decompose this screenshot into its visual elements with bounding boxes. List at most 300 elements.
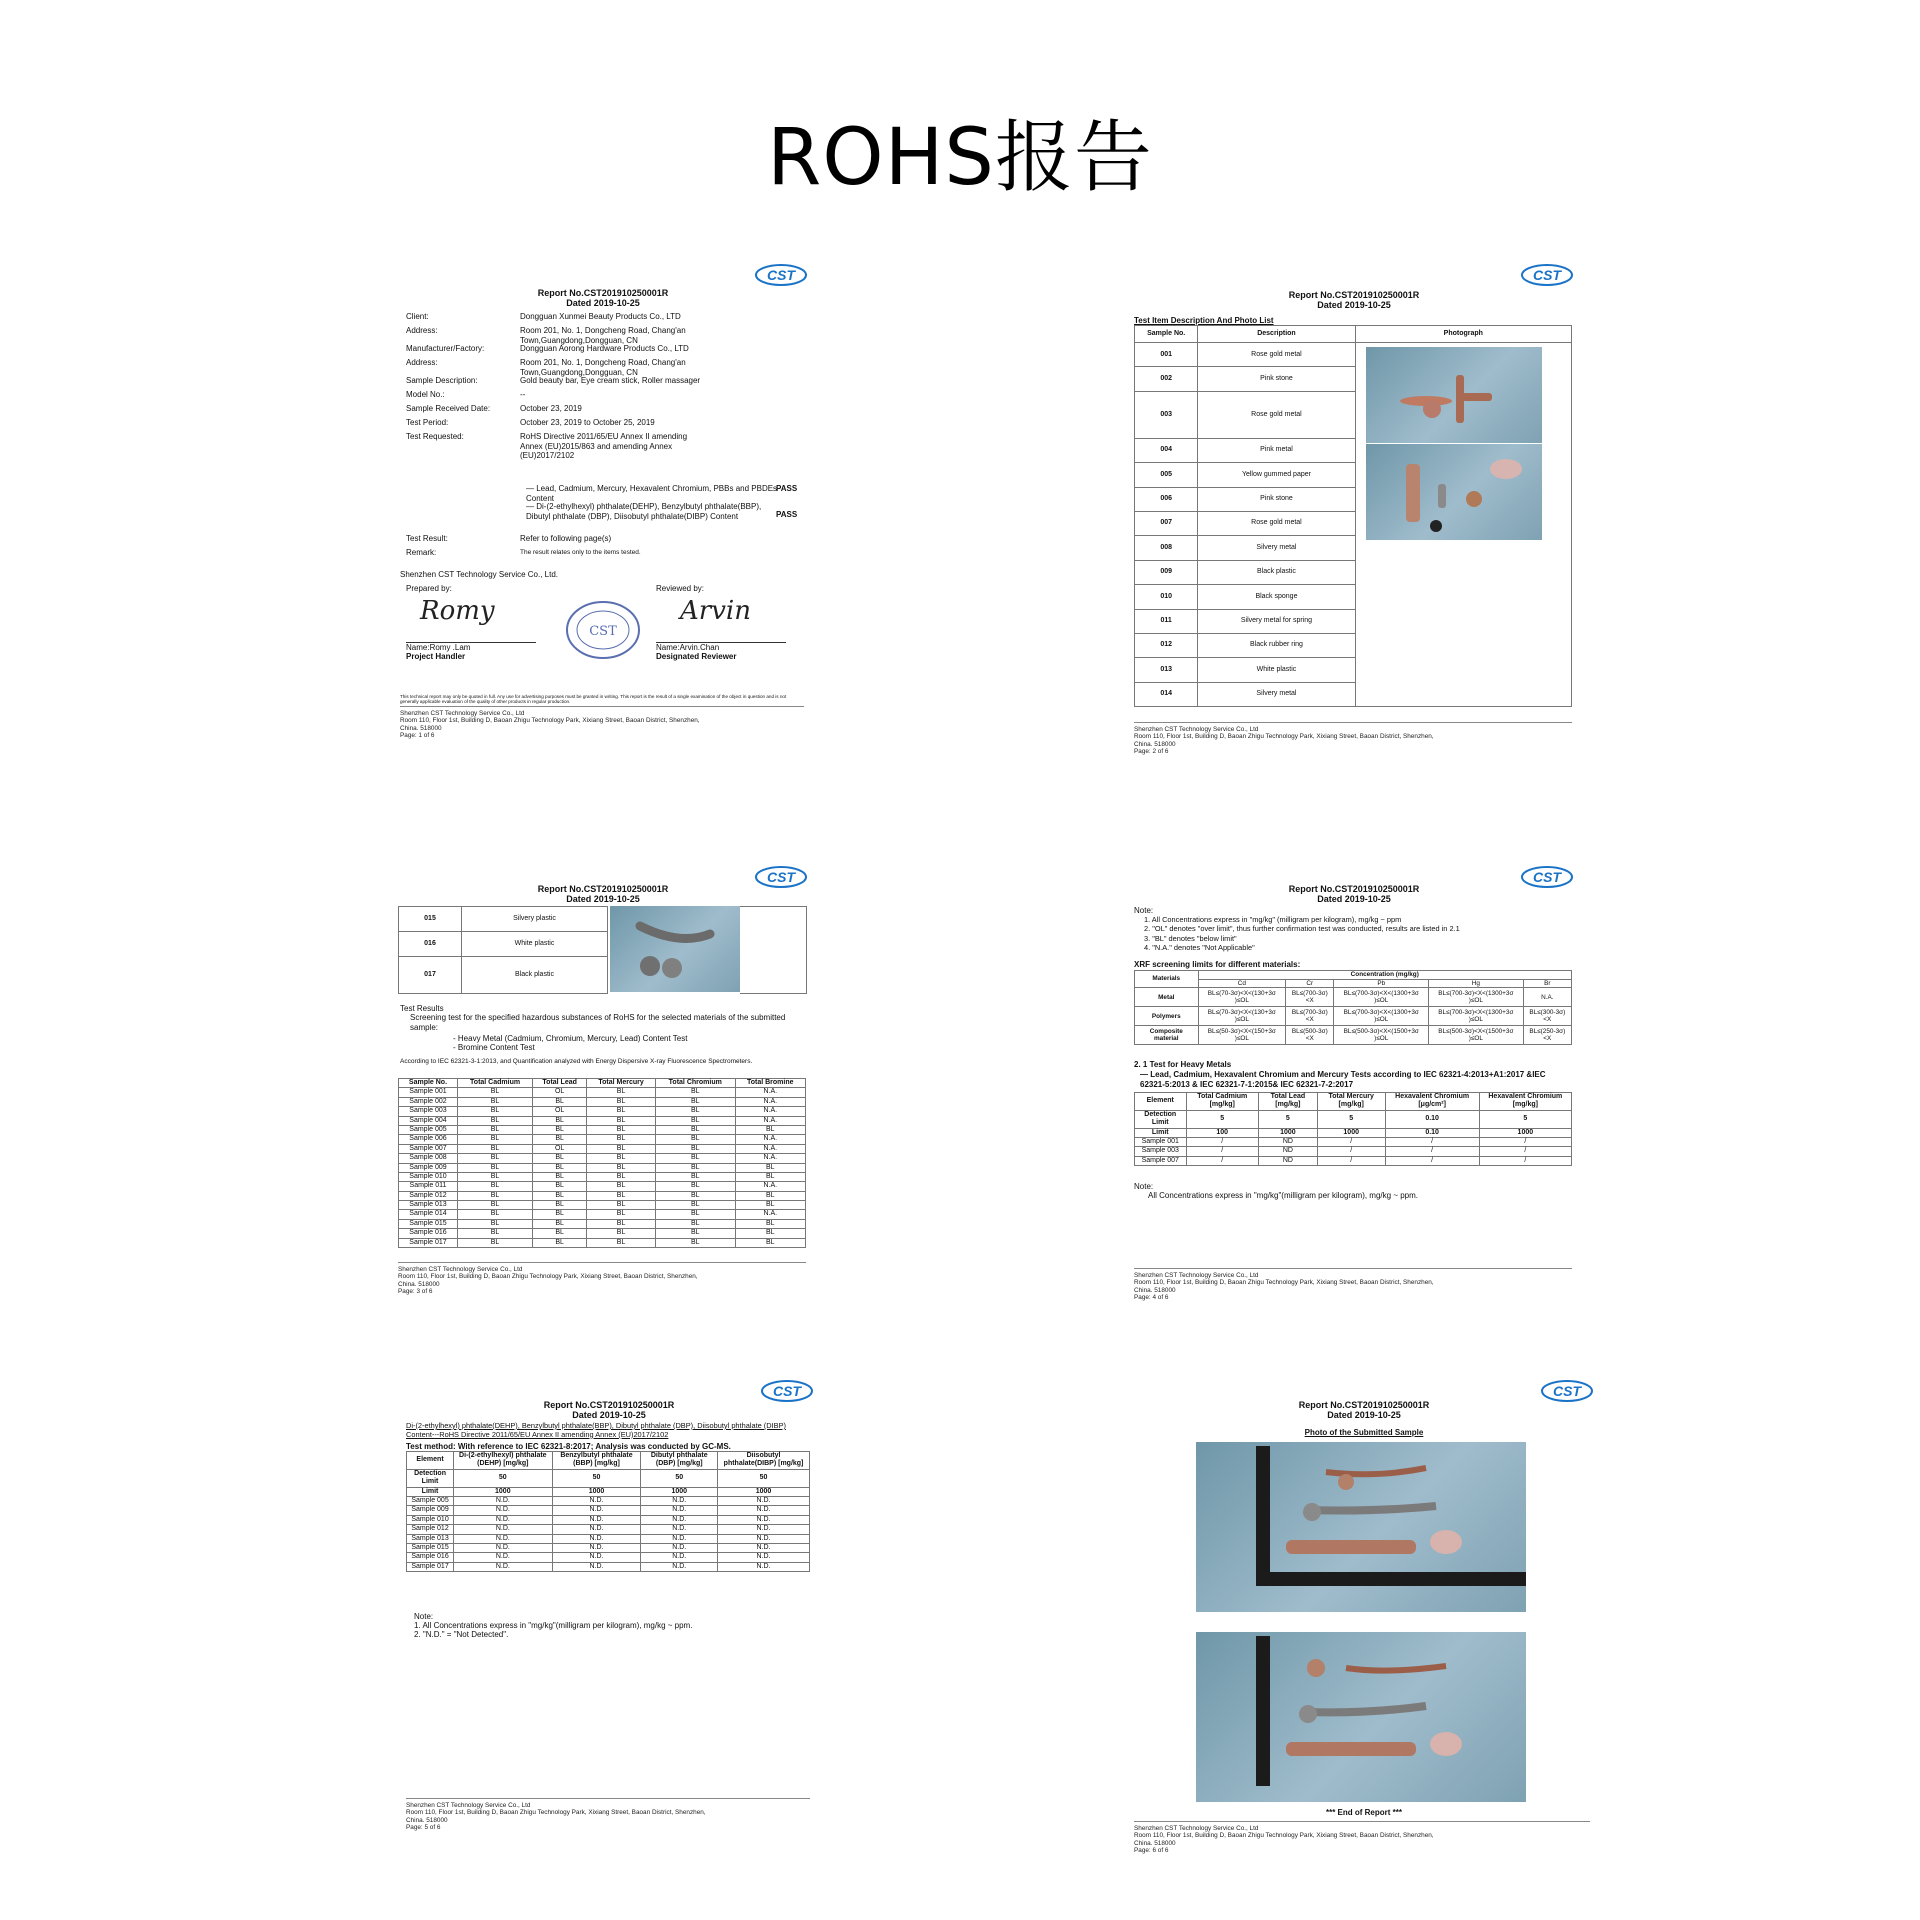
value-cell: BL	[457, 1201, 532, 1210]
value-cell: BL	[457, 1219, 532, 1228]
value-cell: BL	[656, 1238, 735, 1247]
limit-cell: BL≤(70-3σ)<X<(130+3σ )≤OL	[1198, 1007, 1286, 1026]
report-date: Dated 2019-10-25	[1327, 1410, 1401, 1421]
value-cell: BL	[656, 1201, 735, 1210]
report-number: Report No.CST201910250001R	[1298, 1400, 1430, 1410]
value-cell: /	[1385, 1147, 1479, 1156]
value-cell: BL	[457, 1154, 532, 1163]
row-label-cell: Sample 016	[399, 1229, 458, 1238]
limit-cell: BL≤(700-3σ)<X<(1300+3σ )≤OL	[1429, 988, 1524, 1007]
report-number: Report No.CST201910250001R	[1288, 290, 1420, 300]
value-cell: N.D.	[641, 1525, 718, 1534]
table-header-row	[1135, 979, 1572, 988]
value-cell: /	[1385, 1156, 1479, 1165]
column-header: Concentration (mg/kg)	[1198, 971, 1571, 980]
table-row	[399, 1116, 806, 1125]
value-cell: N.A.	[735, 1116, 806, 1125]
column-header: Dibutyl phthalate (DBP) [mg/kg]	[641, 1452, 718, 1470]
value-cell: BL	[533, 1097, 587, 1106]
value-cell: BL	[656, 1182, 735, 1191]
table-row	[1135, 1007, 1572, 1026]
value-cell: BL	[587, 1182, 656, 1191]
table-row	[1135, 1156, 1572, 1165]
table-row	[399, 1088, 806, 1097]
limit-cell: BL≤(500-3σ)<X<(1500+3σ )≤OL	[1334, 1026, 1429, 1045]
table-row	[407, 1469, 810, 1487]
field-value: Dongguan Aorong Hardware Products Co., LTD	[520, 344, 689, 353]
value-cell: BL	[656, 1125, 735, 1134]
submitted-sample-photo-2	[1196, 1632, 1526, 1802]
value-cell: /	[1479, 1147, 1571, 1156]
sample-number-cell: 009	[1135, 560, 1198, 584]
value-cell: BL	[587, 1238, 656, 1247]
value-cell: BL	[587, 1116, 656, 1125]
value-cell: BL	[735, 1125, 806, 1134]
value-cell: N.D.	[718, 1562, 810, 1571]
value-cell: N.D.	[552, 1496, 641, 1505]
column-header: Element	[1135, 1093, 1187, 1111]
signer-2-role: Designated Reviewer	[656, 652, 737, 661]
test-results-text: Screening test for the specified hazardous substances of RoHS for the selected materials of the submitted sample:	[410, 1013, 786, 1032]
row-label-cell: Sample 009	[407, 1506, 454, 1515]
sample-photo-2	[1366, 444, 1542, 540]
value-cell: BL	[533, 1219, 587, 1228]
value-cell: N.D.	[552, 1553, 641, 1562]
value-cell: /	[1317, 1147, 1385, 1156]
value-cell: N.D.	[718, 1496, 810, 1505]
value-cell: BL	[656, 1229, 735, 1238]
description-cell: Silvery plastic	[462, 907, 608, 932]
field-value: Room 201, No. 1, Dongcheng Road, Chang'an Town,Guangdong,Dongguan, CN	[520, 326, 686, 345]
column-header: Total Lead	[533, 1079, 587, 1088]
value-cell: BL	[457, 1135, 532, 1144]
row-label-cell: Sample 012	[399, 1191, 458, 1200]
value-cell: N.D.	[552, 1534, 641, 1543]
table-row	[407, 1496, 810, 1505]
svg-text:CST: CST	[767, 267, 795, 283]
end-of-report: *** End of Report ***	[1325, 1808, 1402, 1817]
value-cell: 0.10	[1385, 1128, 1479, 1137]
field-value: RoHS Directive 2011/65/EU Annex II amending Annex (EU)2015/863 and amending Annex (EU)2017/2102	[520, 432, 688, 461]
note-2: 2. "N.D." = "Not Detected".	[414, 1630, 509, 1639]
table-row	[1135, 1147, 1572, 1156]
table-row	[399, 1172, 806, 1181]
table-row	[399, 1144, 806, 1153]
column-header: Description	[1198, 326, 1355, 343]
disclaimer: This technical report may only be quoted in full. Any use for advertising purposes must be granted in writing. This report is the result of a single examination of the object in question and is not generally applicable evaluation of the quality of other products in regular production.	[400, 694, 787, 705]
value-cell: 5	[1479, 1110, 1571, 1128]
column-header: Total Bromine	[735, 1079, 806, 1088]
report-date: Dated 2019-10-25	[566, 894, 640, 905]
sample-number-cell: 004	[1135, 438, 1198, 462]
cst-logo-icon	[754, 262, 808, 288]
sample-number-cell: 002	[1135, 367, 1198, 391]
row-label-cell: Sample 012	[407, 1525, 454, 1534]
value-cell: BL	[457, 1172, 532, 1181]
field-label: Address:	[406, 326, 438, 335]
svg-text:CST: CST	[1553, 1383, 1581, 1399]
element-header: Br	[1523, 979, 1571, 988]
row-label-cell: Sample 001	[1135, 1137, 1187, 1146]
row-label-cell: Detection Limit	[407, 1469, 454, 1487]
value-cell: N.D.	[718, 1525, 810, 1534]
sample-number-cell: 012	[1135, 633, 1198, 657]
value-cell: BL	[533, 1229, 587, 1238]
signer-1-name: Name:Romy .Lam	[406, 643, 471, 652]
value-cell: ND	[1258, 1137, 1317, 1146]
limit-cell: BL≤(250-3σ)<X	[1523, 1026, 1571, 1045]
value-cell: BL	[457, 1238, 532, 1247]
remark-label: Remark:	[406, 548, 437, 557]
description-cell: Black rubber ring	[1198, 633, 1355, 657]
heavy-metals-subtitle: — Lead, Cadmium, Hexavalent Chromium and Mercury Tests according to IEC 62321-4:2013+A1:2017 &IEC 62321-5:2013 & IEC 62321-7-1:2015& IEC 62321-7-2:2017	[1140, 1070, 1546, 1089]
note2-text: All Concentrations express in "mg/kg"(milligram per kilogram), mg/kg ~ ppm.	[1148, 1191, 1418, 1200]
report-page-4	[1134, 864, 1574, 1304]
value-cell: N.D.	[552, 1543, 641, 1552]
table-row	[407, 1534, 810, 1543]
row-label-cell: Sample 005	[399, 1125, 458, 1134]
sample-number-cell: 006	[1135, 487, 1198, 511]
value-cell: N.D.	[454, 1496, 552, 1505]
row-label-cell: Sample 004	[399, 1116, 458, 1125]
field-value: October 23, 2019	[520, 404, 582, 413]
test-item-2: — Di-(2-ethylhexyl) phthalate(DEHP), Benzylbutyl phthalate(BBP), Dibutyl phthalate (DBP), Diisobutyl phthalate(DIBP) Content	[526, 502, 762, 521]
value-cell: BL	[533, 1238, 587, 1247]
value-cell: N.D.	[454, 1534, 552, 1543]
value-cell: BL	[735, 1201, 806, 1210]
material-cell: Polymers	[1135, 1007, 1199, 1026]
report-date: Dated 2019-10-25	[566, 298, 640, 309]
signature-arvin: Arvin	[680, 596, 751, 626]
table-row	[399, 1219, 806, 1228]
signer-2-name: Name:Arvin.Chan	[656, 643, 720, 652]
value-cell: OL	[533, 1088, 587, 1097]
value-cell: BL	[656, 1191, 735, 1200]
field-value: October 23, 2019 to October 25, 2019	[520, 418, 655, 427]
row-label-cell: Sample 008	[399, 1154, 458, 1163]
test-result-value: Refer to following page(s)	[520, 534, 612, 543]
sample-number-cell: 007	[1135, 511, 1198, 535]
cst-logo-icon	[1520, 262, 1574, 288]
field-label: Sample Received Date:	[406, 404, 491, 413]
test-item-1: — Lead, Cadmium, Mercury, Hexavalent Chromium, PBBs and PBDEs Content	[526, 484, 778, 503]
report-date: Dated 2019-10-25	[572, 1410, 646, 1421]
material-cell: Composite material	[1135, 1026, 1199, 1045]
value-cell: BL	[735, 1229, 806, 1238]
value-cell: BL	[735, 1191, 806, 1200]
value-cell: /	[1186, 1137, 1258, 1146]
value-cell: N.D.	[552, 1525, 641, 1534]
sample-number-cell: 010	[1135, 585, 1198, 609]
submitted-sample-photo-1	[1196, 1442, 1526, 1612]
field-value: Gold beauty bar, Eye cream stick, Roller massager	[520, 376, 701, 385]
element-header: Cd	[1198, 979, 1286, 988]
value-cell: /	[1317, 1137, 1385, 1146]
column-header: Total Mercury [mg/kg]	[1317, 1093, 1385, 1111]
description-cell: Silvery metal	[1198, 536, 1355, 560]
field-label: Test Period:	[406, 418, 449, 427]
section-title: Test Item Description And Photo List	[1134, 316, 1274, 325]
report-page-2	[1134, 262, 1574, 762]
column-header: Di-(2-ethylhexyl) phthalate (DEHP) [mg/kg]	[454, 1452, 552, 1470]
sample-number-cell: 003	[1135, 391, 1198, 438]
field-value: Room 201, No. 1, Dongcheng Road, Chang'an Town,Guangdong,Dongguan, CN	[520, 358, 686, 377]
description-cell: White plastic	[1198, 658, 1355, 682]
description-cell: Rose gold metal	[1198, 391, 1355, 438]
value-cell: BL	[735, 1238, 806, 1247]
value-cell: N.D.	[641, 1553, 718, 1562]
value-cell: N.D.	[454, 1506, 552, 1515]
value-cell: BL	[587, 1229, 656, 1238]
value-cell: N.D.	[718, 1534, 810, 1543]
value-cell: BL	[457, 1107, 532, 1116]
value-cell: N.A.	[735, 1097, 806, 1106]
bullet-bromine: - Bromine Content Test	[453, 1043, 535, 1052]
value-cell: BL	[587, 1144, 656, 1153]
report-number: Report No.CST201910250001R	[543, 1400, 675, 1410]
report-page-5	[404, 1378, 814, 1838]
value-cell: BL	[587, 1125, 656, 1134]
value-cell: BL	[656, 1116, 735, 1125]
svg-text:CST: CST	[1533, 869, 1561, 885]
limit-cell: BL≤(500-3σ)<X	[1286, 1026, 1334, 1045]
table-row	[399, 1097, 806, 1106]
note-title: Note:	[414, 1612, 434, 1621]
table-row	[399, 907, 608, 932]
value-cell: BL	[533, 1210, 587, 1219]
value-cell: BL	[587, 1097, 656, 1106]
value-cell: N.D.	[718, 1515, 810, 1524]
heavy-metals-title: 2. 1 Test for Heavy Metals	[1134, 1060, 1232, 1069]
value-cell: BL	[656, 1135, 735, 1144]
description-cell: Silvery metal	[1198, 682, 1355, 706]
value-cell: BL	[587, 1219, 656, 1228]
row-label-cell: Sample 003	[1135, 1147, 1187, 1156]
value-cell: 1000	[454, 1487, 552, 1496]
sample-number-cell: 016	[399, 932, 462, 957]
note2-title: Note:	[1134, 1182, 1154, 1191]
value-cell: N.A.	[735, 1182, 806, 1191]
company-seal-icon	[563, 599, 643, 664]
sample-photo-3	[610, 906, 740, 992]
svg-text:CST: CST	[1533, 267, 1561, 283]
description-cell: Black plastic	[462, 957, 608, 994]
row-label-cell: Sample 015	[407, 1543, 454, 1552]
svg-text:CST: CST	[589, 624, 617, 639]
description-cell: Pink stone	[1198, 487, 1355, 511]
value-cell: 0.10	[1385, 1110, 1479, 1128]
note-title: Note:	[1134, 906, 1154, 915]
value-cell: 1000	[1479, 1128, 1571, 1137]
value-cell: 5	[1186, 1110, 1258, 1128]
value-cell: BL	[656, 1088, 735, 1097]
element-header: Pb	[1334, 979, 1429, 988]
value-cell: 100	[1186, 1128, 1258, 1137]
table-row	[407, 1543, 810, 1552]
column-header: Sample No.	[1135, 326, 1198, 343]
svg-text:CST: CST	[767, 869, 795, 885]
notes-list	[1144, 915, 1574, 952]
value-cell: N.D.	[552, 1515, 641, 1524]
column-header: Photograph	[1355, 326, 1571, 343]
value-cell: BL	[533, 1116, 587, 1125]
value-cell: BL	[457, 1125, 532, 1134]
page-footer: Shenzhen CST Technology Service Co., Ltd Room 110, Floor 1st, Building D, Baoan Zhigu Technology Park, Xixiang Street, Baoan District, Shenzhen, China. 518000 Page: 2 of 6	[1134, 722, 1572, 755]
value-cell: N.D.	[718, 1543, 810, 1552]
value-cell: 5	[1258, 1110, 1317, 1128]
table-row	[399, 1125, 806, 1134]
method-text: According to IEC 62321-3-1:2013, and Quantification analyzed with Energy Dispersive X-ray Fluorescence Spectrometers.	[400, 1058, 753, 1065]
svg-text:CST: CST	[773, 1383, 801, 1399]
value-cell: /	[1317, 1156, 1385, 1165]
value-cell: N.D.	[454, 1553, 552, 1562]
field-label: Manufacturer/Factory:	[406, 344, 485, 353]
column-header: Diisobutyl phthalate(DIBP) [mg/kg]	[718, 1452, 810, 1470]
value-cell: BL	[457, 1097, 532, 1106]
material-cell: Metal	[1135, 988, 1199, 1007]
value-cell: BL	[656, 1172, 735, 1181]
value-cell: 1000	[552, 1487, 641, 1496]
value-cell: 1000	[641, 1487, 718, 1496]
page-title: ROHS报告	[767, 113, 1153, 203]
value-cell: N.D.	[454, 1543, 552, 1552]
report-number: Report No.CST201910250001R	[537, 884, 669, 894]
value-cell: BL	[533, 1135, 587, 1144]
table-row	[399, 1210, 806, 1219]
row-label-cell: Sample 013	[407, 1534, 454, 1543]
sample-number-cell: 008	[1135, 536, 1198, 560]
test-item-1-result: PASS	[776, 484, 798, 493]
value-cell: BL	[735, 1219, 806, 1228]
table-row	[399, 1107, 806, 1116]
table-row	[407, 1506, 810, 1515]
row-label-cell: Sample 013	[399, 1201, 458, 1210]
description-cell: Rose gold metal	[1198, 511, 1355, 535]
page-footer: Shenzhen CST Technology Service Co., Ltd Room 110, Floor 1st, Building D, Baoan Zhigu Technology Park, Xixiang Street, Baoan District, Shenzhen, China. 518000 Page: 4 of 6	[1134, 1268, 1572, 1301]
value-cell: N.A.	[735, 1210, 806, 1219]
limit-cell: BL≤(700-3σ)<X<(1300+3σ )≤OL	[1334, 988, 1429, 1007]
value-cell: OL	[533, 1144, 587, 1153]
report-date: Dated 2019-10-25	[1317, 894, 1391, 905]
value-cell: BL	[457, 1229, 532, 1238]
report-number: Report No.CST201910250001R	[537, 288, 669, 298]
field-label: Test Requested:	[406, 432, 464, 441]
row-label-cell: Sample 001	[399, 1088, 458, 1097]
sample-number-cell: 017	[399, 957, 462, 994]
value-cell: BL	[656, 1219, 735, 1228]
value-cell: N.D.	[454, 1562, 552, 1571]
value-cell: N.D.	[641, 1543, 718, 1552]
table-row	[399, 1191, 806, 1200]
sample-number-cell: 011	[1135, 609, 1198, 633]
value-cell: BL	[533, 1125, 587, 1134]
value-cell: N.D.	[718, 1553, 810, 1562]
description-cell: White plastic	[462, 932, 608, 957]
row-label-cell: Limit	[407, 1487, 454, 1496]
row-label-cell: Sample 003	[399, 1107, 458, 1116]
description-cell: Silvery metal for spring	[1198, 609, 1355, 633]
row-label-cell: Sample 007	[1135, 1156, 1187, 1165]
value-cell: ND	[1258, 1147, 1317, 1156]
value-cell: 50	[718, 1469, 810, 1487]
field-label: Sample Description:	[406, 376, 478, 385]
sample-number-cell: 015	[399, 907, 462, 932]
test-result-label: Test Result:	[406, 534, 448, 543]
value-cell: BL	[457, 1182, 532, 1191]
value-cell: BL	[587, 1163, 656, 1172]
column-header: Element	[407, 1452, 454, 1470]
value-cell: BL	[735, 1172, 806, 1181]
reviewed-by-label: Reviewed by:	[656, 584, 705, 593]
value-cell: N.D.	[718, 1506, 810, 1515]
xrf-limits-table	[1134, 970, 1572, 1045]
page-footer: Shenzhen CST Technology Service Co., Ltd Room 110, Floor 1st, Building D, Baoan Zhigu Technology Park, Xixiang Street, Baoan District, Shenzhen, China. 518000 Page: 1 of 6	[400, 706, 804, 739]
value-cell: BL	[656, 1144, 735, 1153]
limit-cell: BL≤(500-3σ)<X<(1500+3σ )≤OL	[1429, 1026, 1524, 1045]
value-cell: 50	[552, 1469, 641, 1487]
table-header-row	[399, 1079, 806, 1088]
row-label-cell: Sample 002	[399, 1097, 458, 1106]
value-cell: N.D.	[641, 1506, 718, 1515]
limit-cell: BL≤(700-3σ)<X	[1286, 988, 1334, 1007]
limit-cell: N.A.	[1523, 988, 1571, 1007]
sample-number-cell: 013	[1135, 658, 1198, 682]
table-header-row	[1135, 971, 1572, 980]
value-cell: N.A.	[735, 1135, 806, 1144]
column-header: Total Lead [mg/kg]	[1258, 1093, 1317, 1111]
table-row	[399, 1238, 806, 1247]
field-value: --	[520, 390, 526, 399]
table-row	[399, 1154, 806, 1163]
value-cell: BL	[656, 1097, 735, 1106]
xrf-limits-title: XRF screening limits for different materials:	[1134, 960, 1301, 969]
column-header: Materials	[1135, 971, 1199, 988]
value-cell: BL	[587, 1154, 656, 1163]
value-cell: BL	[587, 1191, 656, 1200]
description-cell: Black sponge	[1198, 585, 1355, 609]
value-cell: 1000	[718, 1487, 810, 1496]
page-footer: Shenzhen CST Technology Service Co., Ltd Room 110, Floor 1st, Building D, Baoan Zhigu Technology Park, Xixiang Street, Baoan District, Shenzhen, China. 518000 Page: 6 of 6	[1134, 1821, 1590, 1854]
report-page-3	[398, 864, 808, 1304]
limit-cell: BL≤(50-3σ)<X<(150+3σ )≤OL	[1198, 1026, 1286, 1045]
table-row	[407, 1525, 810, 1534]
table-row	[399, 1229, 806, 1238]
bullet-heavy-metal: - Heavy Metal (Cadmium, Chromium, Mercury, Lead) Content Test	[453, 1034, 688, 1043]
limit-cell: BL≤(70-3σ)<X<(130+3σ )≤OL	[1198, 988, 1286, 1007]
table-header-row	[1135, 1093, 1572, 1111]
field-value: Dongguan Xunmei Beauty Products Co., LTD	[520, 312, 681, 321]
row-label-cell: Sample 005	[407, 1496, 454, 1505]
table-row	[407, 1553, 810, 1562]
value-cell: BL	[533, 1191, 587, 1200]
column-header: Total Cadmium	[457, 1079, 532, 1088]
value-cell: /	[1479, 1137, 1571, 1146]
value-cell: BL	[587, 1172, 656, 1181]
test-results-title: Test Results	[400, 1004, 444, 1013]
value-cell: ND	[1258, 1156, 1317, 1165]
value-cell: BL	[457, 1210, 532, 1219]
value-cell: BL	[457, 1163, 532, 1172]
sample-number-cell: 005	[1135, 463, 1198, 487]
table-row	[399, 1163, 806, 1172]
value-cell: BL	[735, 1163, 806, 1172]
description-cell: Pink metal	[1198, 438, 1355, 462]
element-header: Hg	[1429, 979, 1524, 988]
column-header: Benzylbutyl phthalate (BBP) [mg/kg]	[552, 1452, 641, 1470]
table-row	[1135, 1128, 1572, 1137]
value-cell: /	[1479, 1156, 1571, 1165]
heavy-metals-table	[1134, 1092, 1572, 1166]
